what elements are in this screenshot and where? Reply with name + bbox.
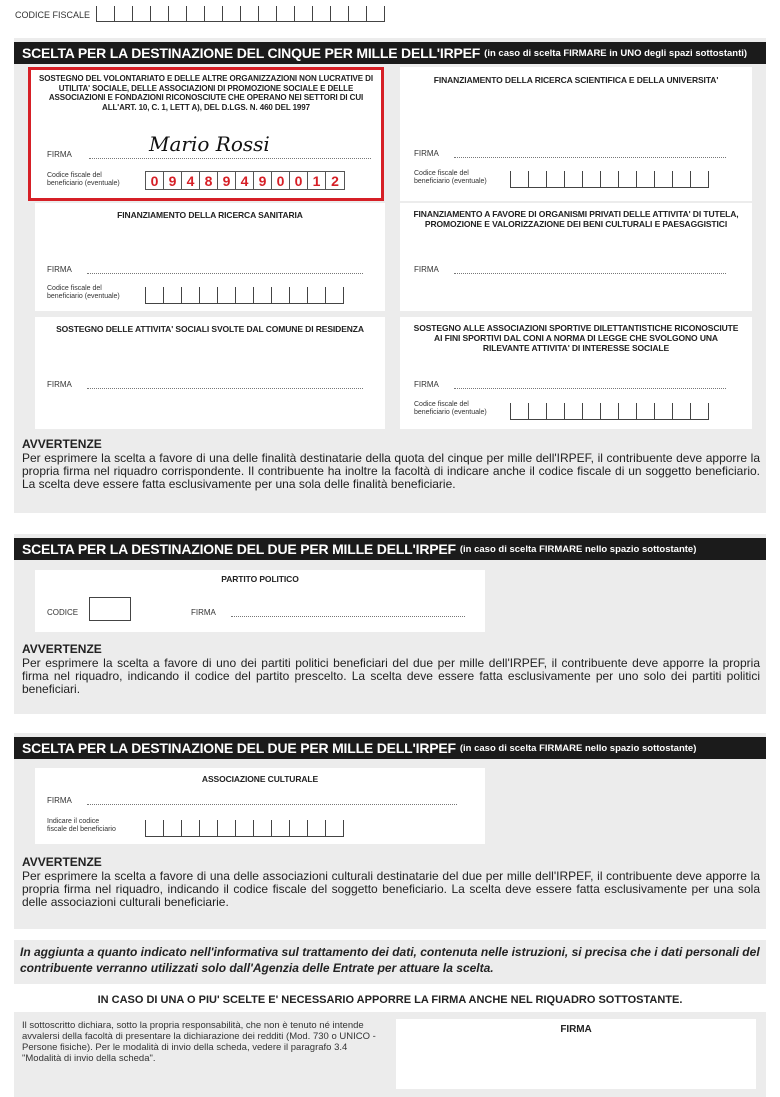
final-firma-label: FIRMA: [560, 1024, 592, 1035]
ricerca-scientifica-title: FINANZIAMENTO DELLA RICERCA SCIENTIFICA E DELLA UNIVERSITA': [433, 75, 719, 85]
partito-firma-label: FIRMA: [191, 608, 216, 617]
associazione-header-note: (in caso di scelta FIRMARE nello spazio sottostante): [459, 742, 697, 754]
cf-digit: 0: [290, 172, 308, 189]
ricerca-sanitaria-firma-label: FIRMA: [47, 265, 72, 274]
partito-title: PARTITO POLITICO: [221, 574, 299, 584]
ricerca-scientifica-cf-input[interactable]: [510, 171, 709, 188]
associazione-cf-input[interactable]: [145, 820, 344, 837]
codice-fiscale-input[interactable]: [96, 6, 385, 22]
cinque-warning-text: Per esprimere la scelta a favore di una delle finalità destinatarie della quota del cinque per mille dell'IRPEF, il contribuente deve apporre la propria firma nel riquadro corrispondente. Il contribuente ha inoltre la facoltà di indicare anche il codice fiscale di un soggetto beneficiario. La scelta deve essere fatta esclusivamente per una sola delle finalità beneficiarie.: [22, 451, 760, 491]
ricerca-scientifica-cf-label: Codice fiscale del beneficiario (eventuale): [414, 170, 487, 185]
beni-culturali-firma-label: FIRMA: [414, 265, 439, 274]
ricerca-scientifica-box[interactable]: [400, 67, 752, 201]
codice-fiscale-label: CODICE FISCALE: [15, 10, 91, 20]
volontariato-signature[interactable]: Mario Rossi: [149, 132, 270, 156]
ricerca-sanitaria-cf-label: Codice fiscale del beneficiario (eventuale): [47, 285, 120, 300]
volontariato-box[interactable]: [28, 67, 384, 201]
beni-culturali-box[interactable]: [400, 203, 752, 311]
cf-digit: 0: [146, 172, 164, 189]
partito-warning-text: Per esprimere la scelta a favore di uno dei partiti politici beneficiari del due per mille dell'IRPEF, il contribuente deve apporre la propria firma nel riquadro, indicando il codice del partito prescelto. La scelta deve essere fatta esclusivamente per uno solo dei partiti politici beneficiari.: [22, 656, 760, 696]
associazioni-sportive-box[interactable]: [400, 317, 752, 429]
beni-culturali-title: FINANZIAMENTO A FAVORE DI ORGANISMI PRIVATI DELLE ATTIVITA' DI TUTELA, PROMOZIONE E VALORIZZAZIONE DEI BENI CULTURALI E PAESAGGISTICI: [413, 209, 739, 229]
associazione-warning-text: Per esprimere la scelta a favore di una delle associazioni culturali destinatarie del due per mille dell'IRPEF, il contribuente deve apporre la propria firma nel riquadro, indicando il codice fiscale del soggetto beneficiario. La scelta deve essere fatta esclusivamente per una sola delle associazioni culturali beneficiarie.: [22, 869, 760, 909]
associazione-warning-title: AVVERTENZE: [22, 855, 102, 869]
partito-box[interactable]: [35, 570, 485, 632]
associazione-header-title: SCELTA PER LA DESTINAZIONE DEL DUE PER MILLE DELL'IRPEF: [22, 740, 456, 756]
cinque-header-note: (in caso di scelta FIRMARE in UNO degli spazi sottostanti): [484, 47, 748, 59]
ricerca-scientifica-firma-label: FIRMA: [414, 149, 439, 158]
associazione-title: ASSOCIAZIONE CULTURALE: [201, 774, 319, 784]
partito-header-note: (in caso di scelta FIRMARE nello spazio sottostante): [459, 543, 697, 555]
volontariato-title: SOSTEGNO DEL VOLONTARIATO E DELLE ALTRE ORGANIZZAZIONI NON LUCRATIVE DI UTILITA' SOCIALE, DELLE ASSOCIAZIONI DI PROMOZIONE SOCIALE E DELLE ASSOCIAZIONI E FONDAZIONI RICONOSCIUTE CHE OPERANO NEI SETTORI DI CUI ALL'ART. 10, C. 1, LETT A), DEL D.LGS. N. 460 DEL 1997: [39, 74, 373, 112]
firma-required-note: IN CASO DI UNA O PIU' SCELTE E' NECESSARIO APPORRE LA FIRMA ANCHE NEL RIQUADRO SOTTOSTANTE.: [97, 994, 683, 1006]
associazioni-sportive-title: SOSTEGNO ALLE ASSOCIAZIONI SPORTIVE DILETTANTISTICHE RICONOSCIUTE AI FINI SPORTIVI DAL CONI A NORMA DI LEGGE CHE SVOLGONO UNA RILEVANTE ATTIVITA' DI INTERESSE SOCIALE: [413, 323, 739, 353]
cf-digit: 4: [236, 172, 254, 189]
partito-codice-label: CODICE: [47, 608, 79, 617]
privacy-info: In aggiunta a quanto indicato nell'informativa sul trattamento dei dati, contenuta nelle istruzioni, si precisa che i dati personali del contribuente verranno utilizzati solo dall'Agenzia delle Entrate per attuare la scelta.: [20, 945, 760, 975]
attivita-sociali-box[interactable]: [35, 317, 385, 429]
cf-digit: 9: [218, 172, 236, 189]
attivita-sociali-title: SOSTEGNO DELLE ATTIVITA' SOCIALI SVOLTE DAL COMUNE DI RESIDENZA: [56, 324, 364, 334]
cf-digit: 9: [164, 172, 182, 189]
ricerca-sanitaria-cf-input[interactable]: [145, 287, 344, 304]
final-firma-box[interactable]: [396, 1019, 756, 1089]
cf-digit: 9: [254, 172, 272, 189]
partito-warning-title: AVVERTENZE: [22, 642, 102, 656]
associazioni-sportive-cf-label: Codice fiscale del beneficiario (eventuale): [414, 401, 487, 416]
associazioni-sportive-cf-input[interactable]: [510, 403, 709, 420]
associazione-cf-label: Indicare il codice fiscale del beneficiario: [47, 818, 116, 833]
associazione-box[interactable]: [35, 768, 485, 844]
partito-codice-input[interactable]: [89, 597, 131, 621]
cinque-warning-title: AVVERTENZE: [22, 437, 102, 451]
cf-digit: 4: [182, 172, 200, 189]
ricerca-sanitaria-box[interactable]: [35, 203, 385, 311]
volontariato-firma-label: FIRMA: [47, 150, 72, 159]
cinque-per-mille-header: [14, 42, 766, 64]
volontariato-cf-label: Codice fiscale del beneficiario (eventuale): [47, 172, 120, 187]
attivita-sociali-firma-label: FIRMA: [47, 380, 72, 389]
cf-digit: 1: [308, 172, 326, 189]
partito-header-title: SCELTA PER LA DESTINAZIONE DEL DUE PER MILLE DELL'IRPEF: [22, 541, 456, 557]
cf-digit: 2: [331, 173, 339, 189]
cf-digit: 0: [272, 172, 290, 189]
cinque-header-title: SCELTA PER LA DESTINAZIONE DEL CINQUE PER MILLE DELL'IRPEF: [22, 45, 481, 61]
associazione-firma-label: FIRMA: [47, 796, 72, 805]
associazioni-sportive-firma-label: FIRMA: [414, 380, 439, 389]
volontariato-cf-input[interactable]: [145, 171, 345, 190]
associazione-header: [14, 737, 766, 759]
cf-digit: 8: [200, 172, 218, 189]
ricerca-sanitaria-title: FINANZIAMENTO DELLA RICERCA SANITARIA: [117, 210, 303, 220]
partito-header: [14, 538, 766, 560]
declaration-text: Il sottoscritto dichiara, sotto la propria responsabilità, che non è tenuto né intende avvalersi della facoltà di presentare la dichiarazione dei redditi (Mod. 730 o UNICO - Persone fisiche). Per le modalità di invio della scheda, vedere il paragrafo 3.4 "Modalità di invio della scheda".: [22, 1020, 376, 1064]
